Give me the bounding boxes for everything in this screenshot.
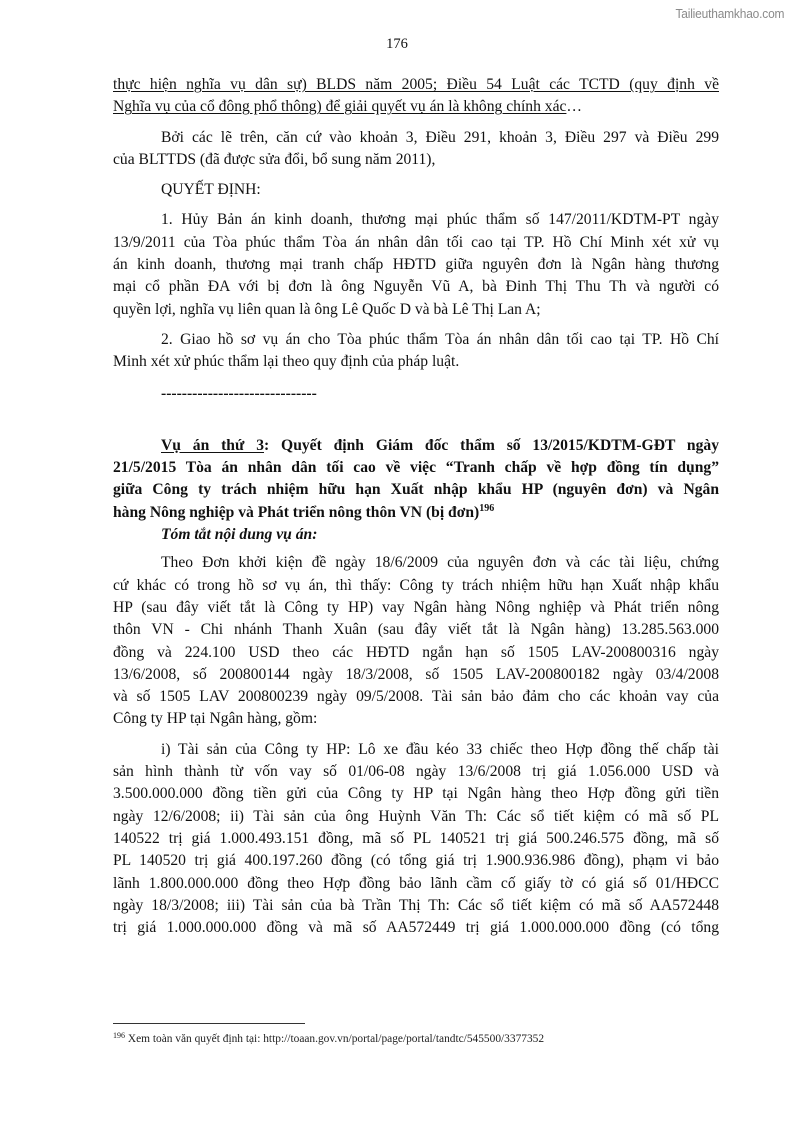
summary-heading: Tóm tắt nội dung vụ án: — [161, 526, 318, 544]
ellipsis: … — [566, 98, 583, 116]
case-label: Vụ án thứ 3 — [161, 436, 264, 454]
case-title — [113, 435, 719, 546]
underlined-text: Nghĩa vụ của cổ đông phổ thông) để giải quyết vụ án là không chính xác — [113, 98, 567, 116]
text-line: HP (sau đây viết tắt là Công ty HP) vay Ngân hàng Nông nghiệp và Phát triển nông — [113, 598, 719, 616]
text-line: thôn VN - Chi nhánh Thanh Xuân (sau đây viết tắt là Ngân hàng) 13.285.563.000 — [113, 621, 719, 639]
case-title-text: Quyết định Giám đốc thẩm số 13/2015/KDTM-GĐT ngày — [269, 436, 719, 454]
case-label-colon: : — [264, 436, 270, 454]
text-line: 13/6/2008, số 200800144 ngày 18/3/2008, số 1505 LAV-200800182 ngày 03/4/2008 — [113, 665, 719, 683]
footnote-reference[interactable]: 196 — [479, 502, 495, 514]
text-line — [113, 435, 719, 457]
text-line: mại cổ phần ĐA với bị đơn là ông Nguyễn Vũ A, bà Đinh Thị Thu Th và người có — [113, 278, 719, 296]
text-line: 140522 trị giá 1.000.493.151 đồng, mã số PL 140521 trị giá 500.246.575 đồng, mã số — [113, 829, 719, 847]
document-body — [113, 74, 719, 939]
separator: ------------------------------ — [161, 384, 317, 402]
footnote-text: Xem toàn văn quyết định tại: http://toaan.gov.vn/portal/page/portal/tandtc/545500/3377352 — [125, 1033, 545, 1045]
text-line: ngày 18/3/2008; iii) Tài sản của bà Trần Thị Th: Các sổ tiết kiệm có mã số AA572448 — [113, 896, 719, 914]
text-line: Công ty HP tại Ngân hàng, gồm: — [113, 710, 318, 728]
text-line: của BLTTDS (đã được sửa đổi, bổ sung năm 2011), — [113, 150, 436, 168]
intro-paragraph — [113, 74, 719, 119]
decision-item-2 — [113, 329, 719, 374]
text-line — [113, 96, 719, 118]
text-line: 3.500.000.000 đồng tiền gửi của Công ty HP tại Ngân hàng theo Hợp đồng gửi tiền — [113, 785, 719, 803]
text-line: trị giá 1.000.000.000 đồng và mã số AA572449 trị giá 1.000.000.000 đồng (có tổng — [113, 919, 719, 937]
footnote-number: 196 — [113, 1031, 125, 1040]
text-line: PL 140520 trị giá 400.197.260 đồng (có tổng giá trị 1.900.936.986 đồng), phạm vi bảo — [113, 852, 719, 870]
text-line: quyền lợi, nghĩa vụ liên quan là ông Lê Quốc D và bà Lê Thị Lan A; — [113, 300, 541, 318]
text-line: lãnh 1.800.000.000 đồng theo Hợp đồng bảo lãnh cầm cố giấy tờ có giá số 01/HĐCC — [113, 874, 719, 892]
case-title-text: hàng Nông nghiệp và Phát triển nông thôn VN (bị đơn) — [113, 503, 480, 521]
decision-item-1 — [113, 209, 719, 320]
text-line: 1. Hủy Bản án kinh doanh, thương mại phúc thẩm số 147/2011/KDTM-PT ngày — [161, 211, 719, 229]
separator-paragraph — [113, 383, 719, 405]
text-line: Theo Đơn khởi kiện đề ngày 18/6/2009 của nguyên đơn và các tài liệu, chứng — [161, 554, 719, 572]
summary-paragraph-2 — [113, 739, 719, 940]
text-line: cứ khác có trong hồ sơ vụ án, thì thấy: Công ty trách nhiệm hữu hạn Xuất nhập khẩu — [113, 576, 719, 594]
text-line: i) Tài sản của Công ty HP: Lô xe đầu kéo 33 chiếc theo Hợp đồng thế chấp tài — [161, 740, 719, 758]
text-line: án kinh doanh, thương mại tranh chấp HĐTD giữa nguyên đơn là Ngân hàng thương — [113, 256, 719, 274]
text-line: ngày 12/6/2008; ii) Tài sản của ông Huỳnh Văn Th: Các sổ tiết kiệm có mã số PL — [113, 807, 719, 825]
footnote-divider — [113, 1023, 305, 1024]
page-number: 176 — [386, 36, 408, 52]
summary-paragraph-1 — [113, 552, 719, 730]
text-line: sản hình thành từ vốn vay số 01/06-08 ngày 13/6/2008 trị giá 1.056.000 USD và — [113, 763, 719, 781]
decision-heading — [113, 179, 719, 201]
text-line: QUYẾT ĐỊNH: — [161, 181, 261, 199]
text-line: Minh xét xử phúc thẩm lại theo quy định của pháp luật. — [113, 353, 460, 371]
text-line: giữa Công ty trách nhiệm hữu hạn Xuất nhập khẩu HP (nguyên đơn) và Ngân — [113, 481, 719, 499]
text-line — [113, 502, 719, 524]
footnote — [113, 1033, 544, 1045]
text-line: đồng và 224.100 USD theo các HĐTD ngắn hạn số 1505 LAV-200800316 ngày — [113, 643, 719, 661]
text-line: 21/5/2015 Tòa án nhân dân tối cao về việc “Tranh chấp về hợp đồng tín dụng” — [113, 459, 719, 477]
watermark: Tailieuthamkhao.com — [675, 6, 784, 21]
text-line: 13/9/2011 của Tòa phúc thẩm Tòa án nhân dân tối cao tại TP. Hồ Chí Minh xét xử vụ — [113, 233, 719, 251]
text-line: thực hiện nghĩa vụ dân sự) BLDS năm 2005; Điều 54 Luật các TCTD (quy định về — [113, 76, 719, 93]
text-line: 2. Giao hồ sơ vụ án cho Tòa phúc thẩm Tòa án nhân dân tối cao tại TP. Hồ Chí — [161, 330, 719, 348]
text-line: Bởi các lẽ trên, căn cứ vào khoản 3, Điều 291, khoản 3, Điều 297 và Điều 299 — [161, 128, 719, 146]
basis-paragraph — [113, 127, 719, 172]
text-line: và số 1505 LAV 200800239 ngày 09/5/2008. Tài sản bảo đảm cho các khoản vay của — [113, 688, 719, 706]
